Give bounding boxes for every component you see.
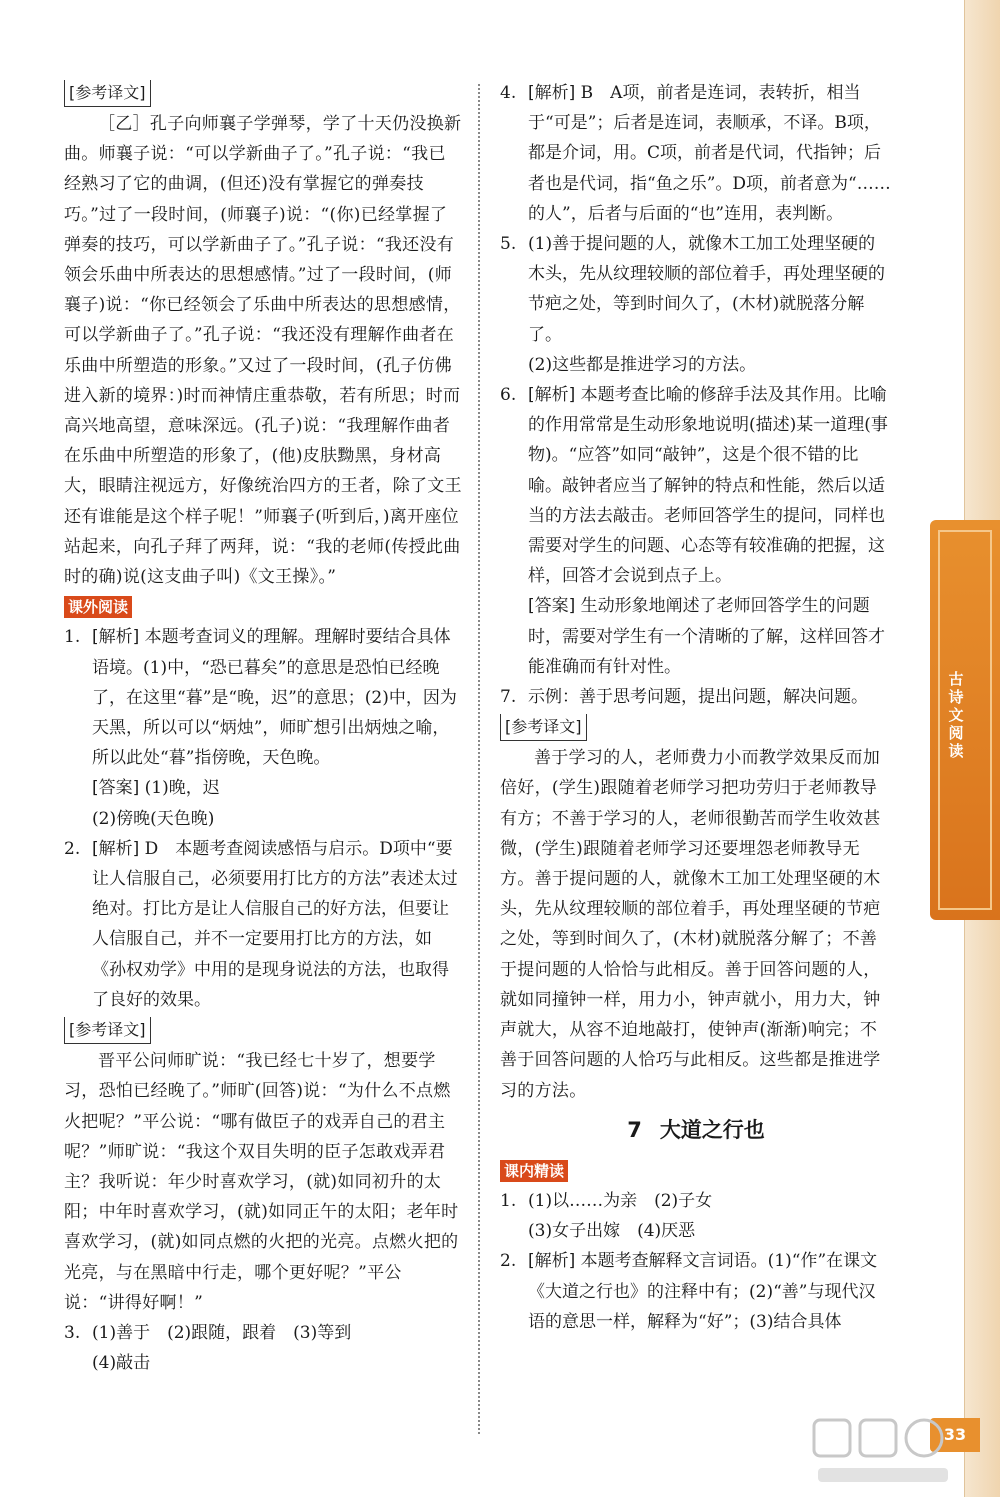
- answer-text: (2)傍晚(天色晚): [92, 808, 215, 829]
- item-number: 3.: [64, 1322, 81, 1343]
- answer-item: [64, 834, 462, 1015]
- answer-tag: [答案]: [92, 778, 140, 799]
- section-tab-label: 古诗文阅读: [948, 670, 964, 760]
- chapter-name: 大道之行也: [659, 1117, 765, 1142]
- answer-item: [64, 1318, 462, 1348]
- chapter-title: [500, 1110, 892, 1150]
- translation-text: ［乙］孔子向师襄子学弹琴，学了十天仍没换新曲。师襄子说：“可以学新曲子了。”孔子说：“我已经熟习了它的曲调，(但还)没有掌握它的弹奏技巧。”过了一段时间，(师襄子)说：“(你)已经掌握了弹奏的技巧，可以学新曲子了。”孔子说：“我还没有领会乐曲中所表达的思想感情。”过了一段时间，(师襄子)说：“你已经领会了乐曲中所表达的思想感情，可以学新曲子了。”孔子说：“我还没有理解作曲者在乐曲中所塑造的形象。”又过了一段时间，(孔子仿佛进入新的境界：)时而神情庄重恭敬，若有所思；时而高兴地高望，意味深远。(孔子)说：“我理解作曲者在乐曲中所塑造的形象了，(他)皮肤黝黑，身材高大，眼睛注视远方，好像统治四方的王者，除了文王还有谁能是这个样子呢！”师襄子(听到后，)离开座位站起来，向孔子拜了两拜，说：“我的老师(传授此曲时的确)说(这支曲子叫)《文王操》。”: [64, 114, 462, 588]
- item-number: 2.: [500, 1251, 517, 1272]
- item-number: 4.: [500, 83, 517, 103]
- translation-text: 善于学习的人，老师费力小而教学效果反而加倍好，(学生)跟随着老师学习把功劳归于老师教导有方；不善于学习的人，老师很勤苦而学生收效甚微，(学生)跟随着老师学习还要埋怨老师教导无方。善于提问题的人，就像木工加工处理坚硬的木头，先从纹理较顺的部位着手，再处理坚硬的节疤之处，等到时间久了，(木材)就脱落分解了；不善于提问题的人恰恰与此相反。善于回答问题的人，就如同撞钟一样，用力小，钟声就小，用力大，钟声就大，从容不迫地敲打，使钟声(渐渐)响完；不善于回答问题的人恰巧与此相反。这些都是推进学习的方法。: [500, 748, 881, 1101]
- analysis-tag: [解析]: [92, 627, 140, 648]
- answer-tag: [答案]: [528, 596, 576, 617]
- section-heading-in-class-reading: 课内精读: [500, 1160, 568, 1182]
- item-number: 6.: [500, 385, 517, 406]
- analysis-tag: [解析]: [92, 838, 140, 859]
- analysis-tag: [解析]: [528, 1251, 576, 1272]
- answer-text: (1)以……为亲 (2)子女: [528, 1190, 713, 1211]
- item-number: 1.: [64, 627, 81, 648]
- item-number: 1.: [500, 1190, 517, 1211]
- analysis-text: 本题考查比喻的修辞手法及其作用。比喻的作用常常是生动形象地说明(描述)某一道理(事物)。“应答”如同“敲钟”，这是个很不错的比喻。敲钟者应当了解钟的特点和性能，然后以适当的方法去敲击。老师回答学生的提问，同样也需要对学生的问题、心态等有较准确的把握，这样，回答才会说到点子上。: [528, 385, 888, 587]
- answer-text: 生动形象地阐述了老师回答学生的问题时，需要对学生有一个清晰的了解，这样回答才能准确而有针对性。: [528, 596, 885, 677]
- column-divider: [478, 84, 480, 1434]
- answer-item: [500, 1186, 892, 1216]
- reference-translation-label: [参考译文]: [500, 714, 587, 741]
- answer-item: [500, 380, 892, 591]
- item-number: 5.: [500, 234, 517, 255]
- answer-text: (1)晚，迟: [144, 778, 220, 799]
- answer-item: [500, 1246, 892, 1337]
- analysis-text: 本题考查词义的理解。理解时要结合具体语境。(1)中，“恐已暮矣”的意思是恐怕已经晚了，在这里“暮”是“晚，迟”的意思；(2)中，因为天黑，所以可以“炳烛”，师旷想引出炳烛之喻，所以此处“暮”指傍晚，天色晚。: [92, 627, 457, 769]
- answer-text: (4)敲击: [92, 1353, 151, 1374]
- reference-translation-label: [参考译文]: [64, 1017, 151, 1044]
- left-column: [64, 78, 462, 1378]
- analysis-text: B A项，前者是连词，表转折，相当于“可是”；后者是连词，表顺承，不译。B项，都是介词，用。C项，前者是代词，代指钟；后者也是代词，指“鱼之乐”。D项，前者意为“……的人”，后者与后面的“也”连用，表判断。: [528, 83, 891, 224]
- answer-text: 示例：善于思考问题，提出问题，解决问题。: [528, 687, 868, 708]
- item-number: 2.: [64, 838, 81, 859]
- answer-text: (1)善于提问题的人，就像木工加工处理坚硬的木头，先从纹理较顺的部位着手，再处理坚硬的节疤之处，等到时间久了，(木材)就脱落分解了。: [528, 234, 885, 345]
- chapter-number: 7: [627, 1117, 642, 1142]
- answer-item: [500, 78, 892, 229]
- item-number: 7.: [500, 687, 517, 708]
- answer-item: [64, 622, 462, 773]
- page-number: 33: [930, 1418, 980, 1452]
- analysis-tag: [解析]: [528, 385, 576, 406]
- answer-text: (3)女子出嫁 (4)厌恶: [528, 1221, 696, 1242]
- answer-text: (1)善于 (2)跟随，跟着 (3)等到: [92, 1322, 352, 1343]
- right-column: [500, 78, 892, 1337]
- translation-text: 晋平公问师旷说：“我已经七十岁了，想要学习，恐怕已经晚了。”师旷(回答)说：“为什么不点燃火把呢？”平公说：“哪有做臣子的戏弄自己的君主呢？”师旷说：“我这个双目失明的臣子怎敢戏弄君主？我听说：年少时喜欢学习，(就)如同初升的太阳；中年时喜欢学习，(就)如同正午的太阳；老年时喜欢学习，(就)如同点燃的火把的光亮。点燃火把的光亮，与在黑暗中行走，哪个更好呢？”平公说：“讲得好啊！”: [64, 1051, 459, 1313]
- analysis-text: D 本题考查阅读感悟与启示。D项中“要让人信服自己，必须要用打比方的方法”表述太过绝对。打比方是让人信服自己的好方法，但要让人信服自己，并不一定要用打比方的方法，如《孙权劝学》中用的是现身说法的方法，也取得了良好的效果。: [92, 838, 458, 1010]
- analysis-text: 本题考查解释文言词语。(1)“作”在课文《大道之行也》的注释中有；(2)“善”与现代汉语的意思一样，解释为“好”；(3)结合具体: [528, 1251, 878, 1332]
- watermark-logo-icon: [808, 1412, 958, 1492]
- answer-item: [500, 682, 892, 712]
- answer-text: (2)这些都是推进学习的方法。: [528, 354, 757, 375]
- section-heading-extra-reading: 课外阅读: [64, 596, 132, 618]
- analysis-tag: [解析]: [528, 83, 576, 103]
- reference-translation-label: [参考译文]: [64, 80, 151, 107]
- answer-item: [500, 229, 892, 350]
